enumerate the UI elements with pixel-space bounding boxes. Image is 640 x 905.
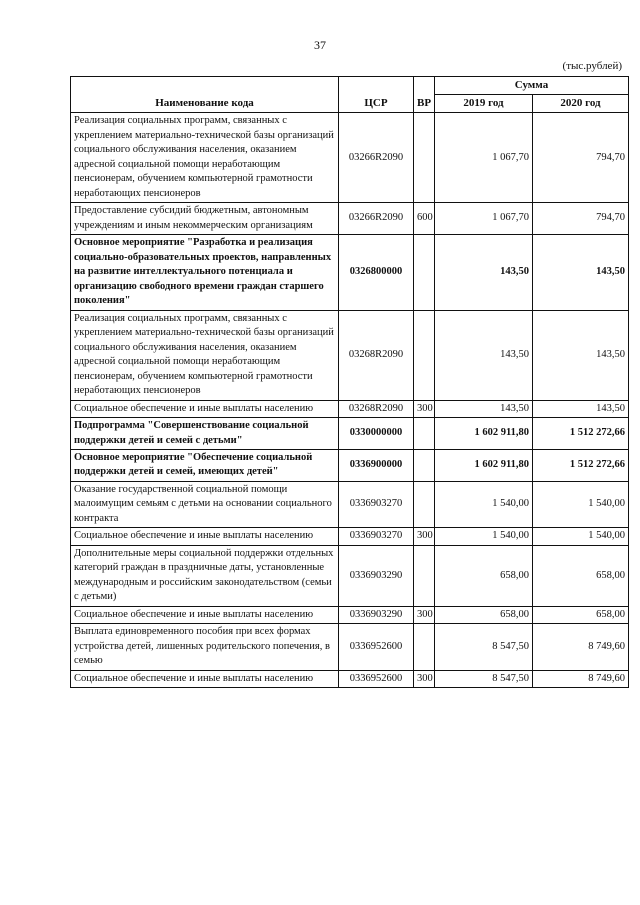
cell-csr: 03266R2090 (339, 113, 414, 203)
table-row (71, 606, 629, 623)
table-row (71, 113, 629, 203)
cell-name: Предоставление субсидий бюджетным, автономным учреждениям и иным некоммерческим организациям (71, 203, 339, 235)
cell-vr: 300 (414, 528, 435, 545)
cell-csr: 03268R2090 (339, 310, 414, 400)
budget-table (70, 76, 629, 688)
cell-2019: 1 540,00 (435, 528, 533, 545)
cell-2019: 1 602 911,80 (435, 418, 533, 450)
cell-vr (414, 624, 435, 670)
cell-2019: 143,50 (435, 235, 533, 310)
table-row (71, 670, 629, 687)
cell-vr (414, 545, 435, 606)
page-number: 37 (314, 38, 326, 52)
cell-csr: 0336952600 (339, 624, 414, 670)
cell-2020: 1 512 272,66 (533, 450, 629, 482)
cell-vr (414, 450, 435, 482)
cell-2019: 1 602 911,80 (435, 450, 533, 482)
cell-csr: 0336903290 (339, 545, 414, 606)
table-row (71, 450, 629, 482)
cell-2019: 143,50 (435, 310, 533, 400)
cell-name: Социальное обеспечение и иные выплаты населению (71, 528, 339, 545)
cell-vr: 600 (414, 203, 435, 235)
cell-2020: 1 512 272,66 (533, 418, 629, 450)
cell-2020: 658,00 (533, 545, 629, 606)
cell-name: Социальное обеспечение и иные выплаты населению (71, 400, 339, 417)
units-label: (тыс.рублей) (562, 60, 622, 72)
cell-2020: 658,00 (533, 606, 629, 623)
cell-csr: 0336900000 (339, 450, 414, 482)
cell-2020: 1 540,00 (533, 528, 629, 545)
header-2020: 2020 год (533, 95, 629, 113)
cell-csr: 0336903270 (339, 528, 414, 545)
cell-2020: 143,50 (533, 400, 629, 417)
cell-vr: 300 (414, 670, 435, 687)
cell-csr: 0326800000 (339, 235, 414, 310)
cell-2019: 658,00 (435, 606, 533, 623)
cell-2019: 8 547,50 (435, 670, 533, 687)
table-row (71, 203, 629, 235)
cell-2020: 1 540,00 (533, 481, 629, 527)
cell-csr: 0330000000 (339, 418, 414, 450)
cell-name: Дополнительные меры социальной поддержки отдельных категорий граждан в праздничные даты, установленные международным и российским законодательством (семьи с детьми) (71, 545, 339, 606)
cell-csr: 03266R2090 (339, 203, 414, 235)
cell-2019: 8 547,50 (435, 624, 533, 670)
cell-2020: 794,70 (533, 203, 629, 235)
header-sum: Сумма (435, 77, 629, 95)
cell-csr: 03268R2090 (339, 400, 414, 417)
cell-2019: 1 540,00 (435, 481, 533, 527)
cell-2020: 143,50 (533, 310, 629, 400)
cell-2019: 658,00 (435, 545, 533, 606)
table-row (71, 545, 629, 606)
cell-vr: 300 (414, 606, 435, 623)
table-row (71, 528, 629, 545)
cell-name: Социальное обеспечение и иные выплаты населению (71, 670, 339, 687)
table-row (71, 310, 629, 400)
cell-name: Социальное обеспечение и иные выплаты населению (71, 606, 339, 623)
cell-vr (414, 113, 435, 203)
cell-2020: 143,50 (533, 235, 629, 310)
cell-vr: 300 (414, 400, 435, 417)
cell-name: Оказание государственной социальной помощи малоимущим семьям с детьми на основании социального контракта (71, 481, 339, 527)
cell-csr: 0336903270 (339, 481, 414, 527)
cell-name: Основное мероприятие "Обеспечение социальной поддержки детей и семей, имеющих детей" (71, 450, 339, 482)
table-row (71, 481, 629, 527)
cell-name: Реализация социальных программ, связанных с укреплением материально-технической базы организаций социального обслуживания населения, оказанием адресной социальной помощи неработающим пенсионерам, обучением компьютерной грамотности неработающих пенсионеров (71, 310, 339, 400)
cell-vr (414, 481, 435, 527)
table-row (71, 418, 629, 450)
cell-name: Основное мероприятие "Разработка и реализация социально-образовательных проектов, направленных на развитие интеллектуального потенциала и организацию свободного времени граждан старшего поколения" (71, 235, 339, 310)
cell-csr: 0336952600 (339, 670, 414, 687)
cell-csr: 0336903290 (339, 606, 414, 623)
table-row (71, 400, 629, 417)
cell-2019: 1 067,70 (435, 113, 533, 203)
cell-2019: 1 067,70 (435, 203, 533, 235)
cell-2020: 8 749,60 (533, 624, 629, 670)
cell-name: Реализация социальных программ, связанных с укреплением материально-технической базы организаций социального обслуживания населения, оказанием адресной социальной помощи неработающим пенсионерам, обучением компьютерной грамотности неработающих пенсионеров (71, 113, 339, 203)
header-2019: 2019 год (435, 95, 533, 113)
cell-vr (414, 235, 435, 310)
header-name: Наименование кода (71, 77, 339, 113)
header-vr: ВР (414, 77, 435, 113)
cell-vr (414, 310, 435, 400)
cell-2020: 794,70 (533, 113, 629, 203)
table-row (71, 624, 629, 670)
table-row (71, 235, 629, 310)
cell-vr (414, 418, 435, 450)
cell-2020: 8 749,60 (533, 670, 629, 687)
cell-name: Подпрограмма "Совершенствование социальной поддержки детей и семей с детьми" (71, 418, 339, 450)
cell-name: Выплата единовременного пособия при всех формах устройства детей, лишенных родительского попечения, в семью (71, 624, 339, 670)
cell-2019: 143,50 (435, 400, 533, 417)
header-csr: ЦСР (339, 77, 414, 113)
